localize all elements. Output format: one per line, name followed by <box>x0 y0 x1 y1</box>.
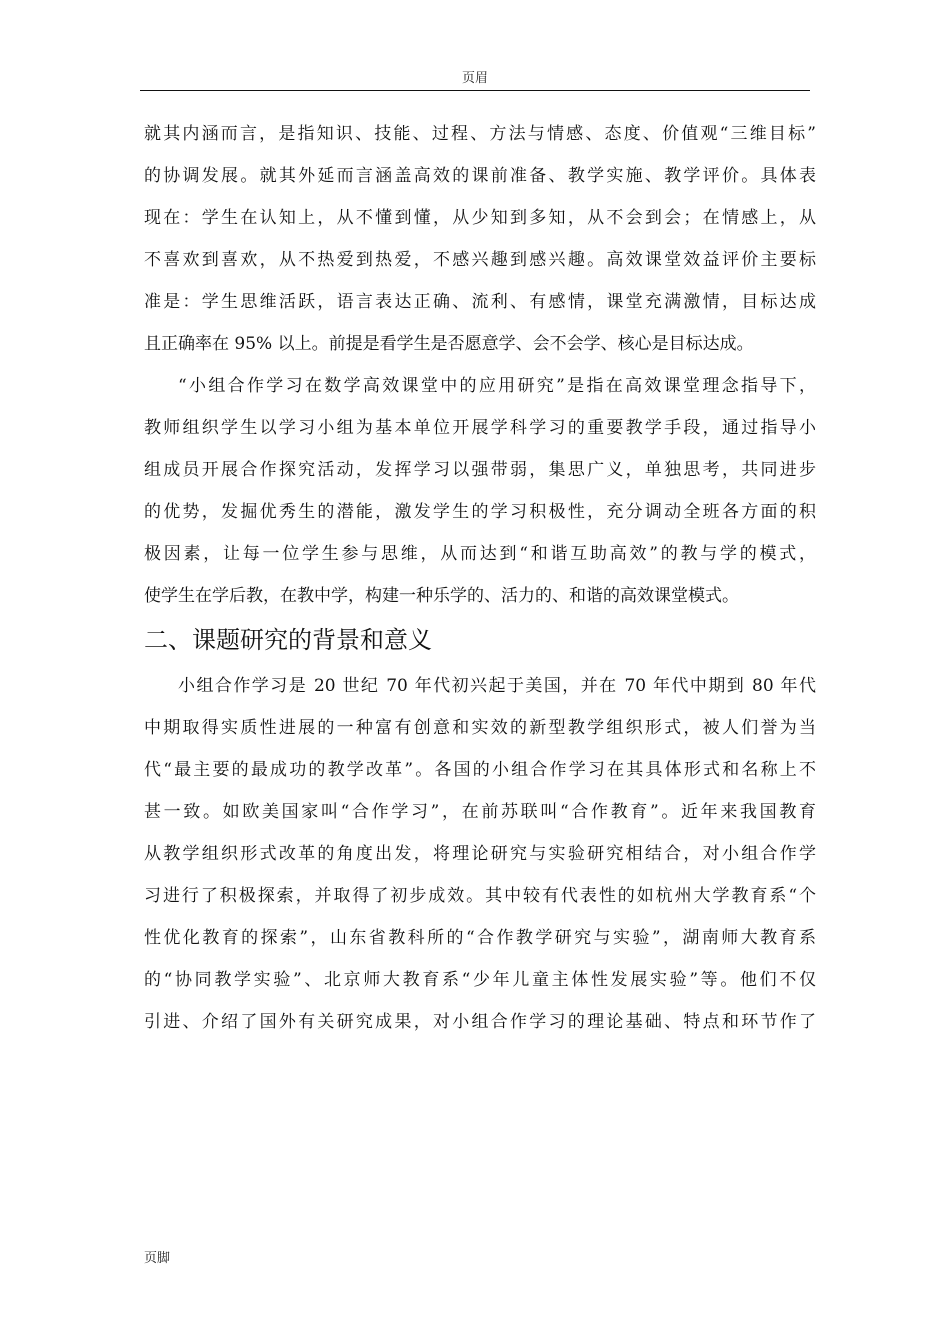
paragraph-line: 性优化教育的探索”，山东省教科所的“合作教学研究与实验”，湖南师大教育系 <box>144 928 816 948</box>
section-heading: 二、课题研究的背景和意义 <box>144 626 432 654</box>
page-header: 页眉 <box>461 71 488 86</box>
paragraph-line: 使学生在学后教，在教中学，构建一种乐学的、活力的、和谐的高效课堂模式。 <box>144 586 739 606</box>
paragraph-line: 习进行了积极探索，并取得了初步成效。其中较有代表性的如杭州大学教育系“个 <box>144 886 816 906</box>
paragraph-line: 就其内涵而言，是指知识、技能、过程、方法与情感、态度、价值观“三维目标” <box>144 124 816 144</box>
paragraph-3 <box>144 665 816 1043</box>
paragraph-line: 现在：学生在认知上，从不懂到懂，从少知到多知，从不会到会；在情感上，从 <box>144 208 816 228</box>
paragraph-line: 小组合作学习是 20 世纪 70 年代初兴起于美国，并在 70 年代中期到 80 年代 <box>178 676 816 696</box>
paragraph-2 <box>144 365 816 617</box>
paragraph-line: 准是：学生思维活跃，语言表达正确、流利、有感情，课堂充满激情，目标达成 <box>144 292 816 312</box>
paragraph-line: 代“最主要的最成功的教学改革”。各国的小组合作学习在其具体形式和名称上不 <box>144 760 816 780</box>
paragraph-line: 不喜欢到喜欢，从不热爱到热爱，不感兴趣到感兴趣。高效课堂效益评价主要标 <box>144 250 816 270</box>
paragraph-line: 且正确率在 95% 以上。前提是看学生是否愿意学、会不会学、核心是目标达成。 <box>144 334 754 354</box>
page-footer: 页脚 <box>144 1251 171 1266</box>
paragraph-line: 中期取得实质性进展的一种富有创意和实效的新型教学组织形式，被人们誉为当 <box>144 718 816 738</box>
paragraph-line: 教师组织学生以学习小组为基本单位开展学科学习的重要教学手段，通过指导小 <box>144 418 816 438</box>
paragraph-line: 从教学组织形式改革的角度出发，将理论研究与实验研究相结合，对小组合作学 <box>144 844 816 864</box>
paragraph-line: “小组合作学习在数学高效课堂中的应用研究”是指在高效课堂理念指导下， <box>178 376 816 396</box>
paragraph-line: 组成员开展合作探究活动，发挥学习以强带弱，集思广义，单独思考，共同进步 <box>144 460 816 480</box>
paragraph-line: 甚一致。如欧美国家叫“合作学习”，在前苏联叫“合作教育”。近年来我国教育 <box>144 802 816 822</box>
paragraph-line: 的“协同教学实验”、北京师大教育系“少年儿童主体性发展实验”等。他们不仅 <box>144 970 816 990</box>
paragraph-1 <box>144 113 816 365</box>
document-body <box>144 113 816 1043</box>
paragraph-line: 的优势，发掘优秀生的潜能，激发学生的学习积极性，充分调动全班各方面的积 <box>144 502 816 522</box>
paragraph-line: 引进、介绍了国外有关研究成果，对小组合作学习的理论基础、特点和环节作了 <box>144 1012 816 1032</box>
paragraph-line: 极因素，让每一位学生参与思维，从而达到“和谐互助高效”的教与学的模式， <box>144 544 816 564</box>
paragraph-line: 的协调发展。就其外延而言涵盖高效的课前准备、教学实施、教学评价。具体表 <box>144 166 816 186</box>
header-rule <box>140 90 810 91</box>
